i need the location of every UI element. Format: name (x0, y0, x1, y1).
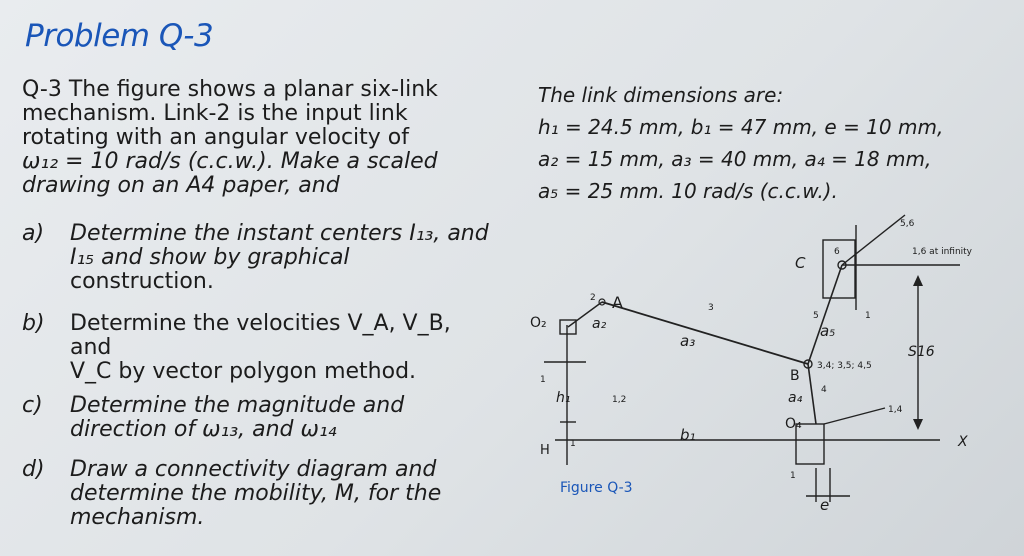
dimensions-line-2: a₂ = 15 mm, a₃ = 40 mm, a₄ = 18 mm, (538, 147, 932, 171)
problem-statement (22, 78, 492, 530)
label-s16: S16 (908, 344, 935, 360)
figure-caption: Figure Q-3 (560, 480, 633, 496)
question-line: Determine the magnitude and (70, 393, 405, 418)
link-4 (808, 364, 816, 424)
label-o4: O₄ (785, 416, 802, 432)
label-ic-b: 3,4; 3,5; 4,5 (817, 361, 872, 371)
question-line: mechanism. (70, 505, 205, 530)
intro-line-4: ω₁₂ = 10 rad/s (c.c.w.). Make a scaled (22, 149, 438, 174)
problem-title: Problem Q-3 (25, 18, 214, 54)
link-3 (602, 302, 808, 364)
s16-arrow-down (913, 419, 923, 430)
question-c (22, 394, 492, 442)
dimensions-line-3: a₅ = 25 mm. 10 rad/s (c.c.w.). (538, 179, 838, 203)
question-line: determine the mobility, M, for the (70, 481, 442, 506)
label-c: C (795, 254, 806, 272)
label-link-1-ground: 1 (570, 439, 576, 449)
label-e: e (820, 496, 830, 514)
label-b1: b₁ (680, 426, 696, 444)
question-letter: a) (22, 221, 45, 246)
intro-line-3: rotating with an angular velocity of (22, 125, 409, 150)
label-h: H (540, 443, 550, 458)
dimensions-line-1: h₁ = 24.5 mm, b₁ = 47 mm, e = 10 mm, (538, 115, 944, 139)
question-a (22, 222, 492, 294)
intro-line-1: Q-3 The figure shows a planar six-link (22, 77, 438, 102)
intro-line-5: drawing on an A4 paper, and (22, 173, 340, 198)
label-link-6: 6 (834, 247, 840, 257)
label-link-2: 2 (590, 293, 596, 303)
question-b (22, 312, 492, 384)
label-link-3: 3 (708, 303, 714, 313)
label-x: X (958, 434, 968, 450)
label-link-1-right: 1 (865, 311, 871, 321)
label-ic-14: 1,4 (888, 405, 903, 415)
question-letter: d) (22, 457, 45, 482)
label-a2: a₂ (592, 316, 607, 332)
dimensions-heading: The link dimensions are: (538, 83, 784, 107)
question-line: I₁₅ and show by graphical (70, 245, 350, 270)
label-a5: a₅ (820, 322, 836, 340)
label-a3: a₃ (680, 332, 696, 350)
label-ic-12: 1,2 (612, 395, 627, 405)
question-line: Determine the instant centers I₁₃, and (70, 221, 489, 246)
label-ic-16: 1,6 at infinity (912, 247, 973, 257)
link-dimensions (538, 82, 943, 204)
label-link-1-bottom: 1 (790, 471, 796, 481)
question-line: Determine the velocities V_A, V_B, and (70, 311, 451, 360)
s16-arrow-up (913, 275, 923, 286)
label-link-5: 5 (813, 311, 819, 321)
question-line: V_C by vector polygon method. (70, 359, 417, 384)
question-line: construction. (70, 269, 214, 294)
label-a4: a₄ (788, 390, 803, 406)
mechanism-figure (520, 210, 1020, 550)
label-ic-56: 5,6 (900, 219, 915, 229)
question-line: direction of ω₁₃, and ω₁₄ (70, 417, 337, 442)
ic14-leader (824, 408, 885, 424)
label-a: A (612, 293, 623, 312)
intro-line-2: mechanism. Link-2 is the input link (22, 101, 408, 126)
question-letter: c) (22, 393, 43, 418)
question-letter: b) (22, 311, 45, 336)
label-h1: h₁ (556, 390, 571, 406)
label-o2: O₂ (530, 315, 547, 331)
label-link-4: 4 (821, 385, 827, 395)
label-link-1-left: 1 (540, 375, 546, 385)
label-b: B (790, 368, 800, 384)
question-line: Draw a connectivity diagram and (70, 457, 437, 482)
question-d (22, 458, 492, 530)
intro (22, 78, 492, 198)
